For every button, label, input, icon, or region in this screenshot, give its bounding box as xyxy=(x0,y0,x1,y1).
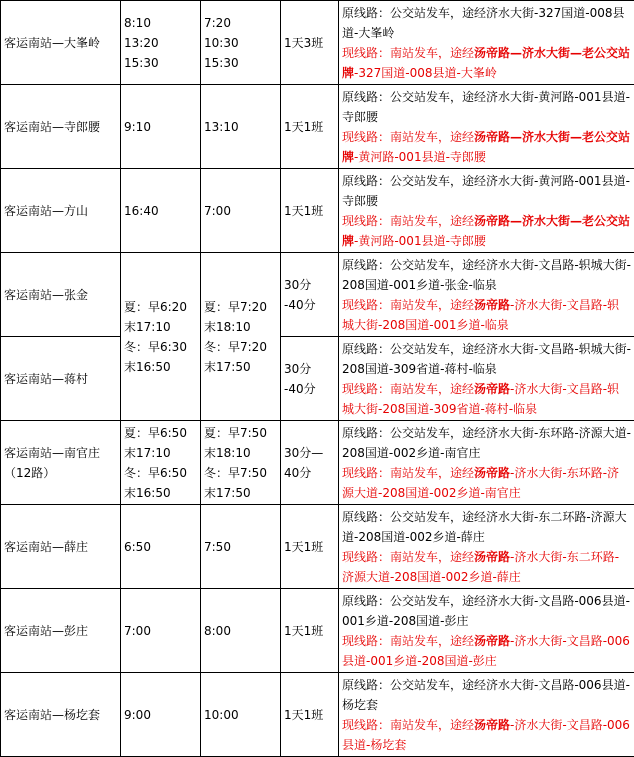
frequency: 1天1班 xyxy=(281,673,339,757)
route-name: 客运南站—大峯岭 xyxy=(1,1,121,85)
current-route: 现线路：南站发车，途经汤帝路-济水大街-文昌路-轵城大街-208国道-001乡道-临泉 xyxy=(342,295,631,335)
table-row xyxy=(1,505,634,589)
depart-times: 8:10 13:20 15:30 xyxy=(121,1,201,85)
original-route: 原线路：公交站发车，途经济水大街-东环路-济源大道-208国道-002乡道-南官庄 xyxy=(342,423,631,463)
route-name: 客运南站—张金 xyxy=(1,253,121,337)
original-route: 原线路：公交站发车，途经济水大街-文昌路-006县道-001乡道-208国道-彭庄 xyxy=(342,591,631,631)
current-route: 现线路：南站发车，途经汤帝路-济水大街-文昌路-轵城大街-208国道-309省道-蒋村-临泉 xyxy=(342,379,631,419)
depart-times: 夏：早6:50 末17:10 冬：早6:50 末16:50 xyxy=(121,421,201,505)
frequency: 1天1班 xyxy=(281,589,339,673)
route-highlight: 汤帝路—济水大街—老公交站牌 xyxy=(342,130,630,164)
depart-times: 7:00 xyxy=(121,589,201,673)
return-times: 夏：早7:50 末18:10 冬：早7:50 末17:50 xyxy=(201,421,281,505)
return-times: 13:10 xyxy=(201,85,281,169)
frequency: 1天3班 xyxy=(281,1,339,85)
table-row xyxy=(1,169,634,253)
route-name: 客运南站—杨圪套 xyxy=(1,673,121,757)
return-times: 7:00 xyxy=(201,169,281,253)
return-times: 夏：早7:20 末18:10 冬：早7:20 末17:50 xyxy=(201,253,281,421)
frequency: 30分— 40分 xyxy=(281,421,339,505)
current-route: 现线路：南站发车，途经汤帝路-济水大街-东环路-济源大道-208国道-002乡道-南官庄 xyxy=(342,463,631,503)
return-times: 7:50 xyxy=(201,505,281,589)
depart-times: 夏：早6:20 末17:10 冬：早6:30 末16:50 xyxy=(121,253,201,421)
table-row xyxy=(1,253,634,337)
route-cell xyxy=(339,505,634,589)
depart-times: 16:40 xyxy=(121,169,201,253)
depart-times: 9:10 xyxy=(121,85,201,169)
table-row xyxy=(1,85,634,169)
original-route: 原线路：公交站发车，途经济水大街-327国道-008县道-大峯岭 xyxy=(342,3,631,43)
route-cell xyxy=(339,673,634,757)
route-highlight: 汤帝路 xyxy=(474,634,510,648)
route-highlight: 汤帝路 xyxy=(474,718,510,732)
route-name: 客运南站—寺郎腰 xyxy=(1,85,121,169)
frequency: 1天1班 xyxy=(281,169,339,253)
return-times: 10:00 xyxy=(201,673,281,757)
current-route: 现线路：南站发车，途经汤帝路—济水大街—老公交站牌-黄河路-001县道-寺郎腰 xyxy=(342,211,631,251)
original-route: 原线路：公交站发车，途经济水大街-文昌路-轵城大街-208国道-309省道-蒋村-临泉 xyxy=(342,339,631,379)
table-row xyxy=(1,421,634,505)
frequency: 1天1班 xyxy=(281,85,339,169)
route-name: 客运南站—蒋村 xyxy=(1,337,121,421)
route-cell xyxy=(339,85,634,169)
route-highlight: 汤帝路 xyxy=(474,550,510,564)
current-route: 现线路：南站发车，途经汤帝路-济水大街-文昌路-006县道-杨圪套 xyxy=(342,715,631,755)
table-row xyxy=(1,589,634,673)
route-cell xyxy=(339,169,634,253)
route-highlight: 汤帝路 xyxy=(474,466,510,480)
table-row xyxy=(1,337,634,421)
route-highlight: 汤帝路—济水大街—老公交站牌 xyxy=(342,214,630,248)
route-highlight: 汤帝路—济水大街—老公交站牌 xyxy=(342,46,630,80)
current-route: 现线路：南站发车，途经汤帝路-济水大街-文昌路-006县道-001乡道-208国道-彭庄 xyxy=(342,631,631,671)
route-name: 客运南站—彭庄 xyxy=(1,589,121,673)
original-route: 原线路：公交站发车，途经济水大街-黄河路-001县道-寺郎腰 xyxy=(342,87,631,127)
route-name: 客运南站—南官庄（12路） xyxy=(1,421,121,505)
route-highlight: 汤帝路 xyxy=(474,298,510,312)
frequency: 30分 -40分 xyxy=(281,337,339,421)
route-cell xyxy=(339,253,634,337)
depart-times: 6:50 xyxy=(121,505,201,589)
current-route: 现线路：南站发车，途经汤帝路—济水大街—老公交站牌-黄河路-001县道-寺郎腰 xyxy=(342,127,631,167)
route-highlight: 汤帝路 xyxy=(474,382,510,396)
return-times: 8:00 xyxy=(201,589,281,673)
original-route: 原线路：公交站发车，途经济水大街-东二环路-济源大道-208国道-002乡道-薛庄 xyxy=(342,507,631,547)
route-cell xyxy=(339,337,634,421)
current-route: 现线路：南站发车，途经汤帝路—济水大街—老公交站牌-327国道-008县道-大峯岭 xyxy=(342,43,631,83)
original-route: 原线路：公交站发车，途经济水大街-文昌路-006县道-杨圪套 xyxy=(342,675,631,715)
route-cell xyxy=(339,589,634,673)
route-cell xyxy=(339,421,634,505)
route-cell xyxy=(339,1,634,85)
route-name: 客运南站—方山 xyxy=(1,169,121,253)
return-times: 7:20 10:30 15:30 xyxy=(201,1,281,85)
route-name: 客运南站—薛庄 xyxy=(1,505,121,589)
current-route: 现线路：南站发车，途经汤帝路-济水大街-东二环路-济源大道-208国道-002乡道-薛庄 xyxy=(342,547,631,587)
original-route: 原线路：公交站发车，途经济水大街-文昌路-轵城大街-208国道-001乡道-张金-临泉 xyxy=(342,255,631,295)
frequency: 1天1班 xyxy=(281,505,339,589)
original-route: 原线路：公交站发车，途经济水大街-黄河路-001县道-寺郎腰 xyxy=(342,171,631,211)
table-row xyxy=(1,1,634,85)
frequency: 30分 -40分 xyxy=(281,253,339,337)
depart-times: 9:00 xyxy=(121,673,201,757)
table-row xyxy=(1,673,634,757)
